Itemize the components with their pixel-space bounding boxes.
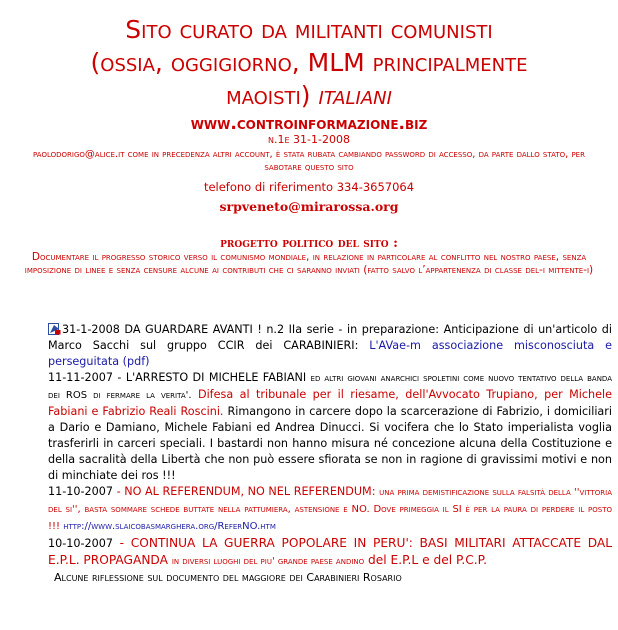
site-url[interactable]: www.controinformazione.biz [190,114,428,134]
contact-email[interactable]: srpveneto@mirarossa.org [219,199,399,214]
entry-4-title: - CONTINUA LA GUERRA POPOLARE IN PERU': BASI MILITARI ATTACCATE DAL E.P.L. PROPAGANDA [48,536,612,567]
news-list [48,322,612,586]
pdf-file-icon[interactable] [48,323,61,335]
entry-2-date: 11-11-2007 [48,371,114,384]
entry-1-date: 31-1-2008 [62,323,120,336]
entry-1-link[interactable]: L'AVae-m associazione misconosciuta e perseguitata (pdf) [48,339,612,368]
issue-number: n.1e 31-1-2008 [268,133,350,146]
entry-4-subtitle: in diversi luoghi del piu' grande paese andino [171,556,365,567]
site-header [0,16,618,109]
phone-number: telefono di riferimento 334-3657064 [203,180,415,194]
news-entry-3 [48,484,612,535]
entry-1-text: DA GUARDARE AVANTI ! n.2 IIa serie - in preparazione: Anticipazione di un'articolo di Marco Sacchi sul gruppo CCIR dei CARABINIERI: [48,323,612,352]
news-entry-5 [48,570,612,586]
header-line-3-prefix: maoisti) [226,81,311,110]
entry-2-link[interactable]: Difesa al tribunale per il riesame, dell'Avvocato Trupiano, per Michele Fabiani e Fabrizio Reali Roscini. [48,388,612,418]
project-description: Documentare il progresso storico verso il comunismo mondiale, in relazione in particolare al conflitto nel nostro paese, senza imposizione di linee e senza censure alcune ai contributi che ci saranno inviati (fatto salvo l’appartenenza di classe del-i mittente-i) [24,251,594,276]
header-line-1: Sito curato da militanti comunisti [125,15,493,44]
project-title: progetto politico del sito : [220,236,398,251]
header-line-2: (ossia, oggigiorno, MLM principalmente [90,48,528,77]
entry-3-link[interactable]: http://www.slaicobasmarghera.org/ReferNO.htm [63,521,276,532]
entry-4-date: 10-10-2007 [48,537,114,550]
news-entry-4 [48,535,612,570]
entry-5-text: Alcune riflessione sul documento del maggiore dei Carabinieri Rosario [54,571,402,584]
entry-3-date: 11-10-2007 [48,485,114,498]
header-line-3-italic: italiani [318,81,392,110]
entry-2-title: - L'ARRESTO DI MICHELE FABIANI [113,371,311,384]
entry-2-subtitle: ed altri giovani anarchici spoletini come nuovo tentativo della banda dei ROS di fermare la verita'. [48,373,612,401]
news-entry-1 [48,322,612,370]
account-notice: paolodorigo@alice.it come in precedenza altri account, è stata rubata cambiando password di accesso, da parte dallo stato, per sabotare questo sito [33,149,585,173]
header-line-3 [0,82,618,109]
entry-3-title: - NO AL REFERENDUM, NO NEL REFERENDUM: [113,485,380,498]
entry-2-body: Rimangono in carcere dopo la scarcerazione di Fabrizio, i domiciliari a Dario e Damiano, Michele Fabiani ed Andrea Dinucci. Si vocifera che lo Stato imperialista voglia trasferirli in carceri speciali. I bastardi non hanno misura né concezione alcuna della Costituzione e della sacralità della Libertà che non può essere sfiorata se non in ragione di gravissimi motivi e non di minchiate dei ros !!! [48,405,612,482]
entry-4-suffix: del E.P.L e del P.C.P. [364,553,487,567]
entry-3-subtitle: una prima demistificazione sulla falsità della ''vittoria del si'', basta sommare schede buttate nella pattumiera, astensione e NO. Dove primeggia il SI è per la paura di perdere il posto !!! [48,487,612,532]
news-entry-2 [48,370,612,484]
